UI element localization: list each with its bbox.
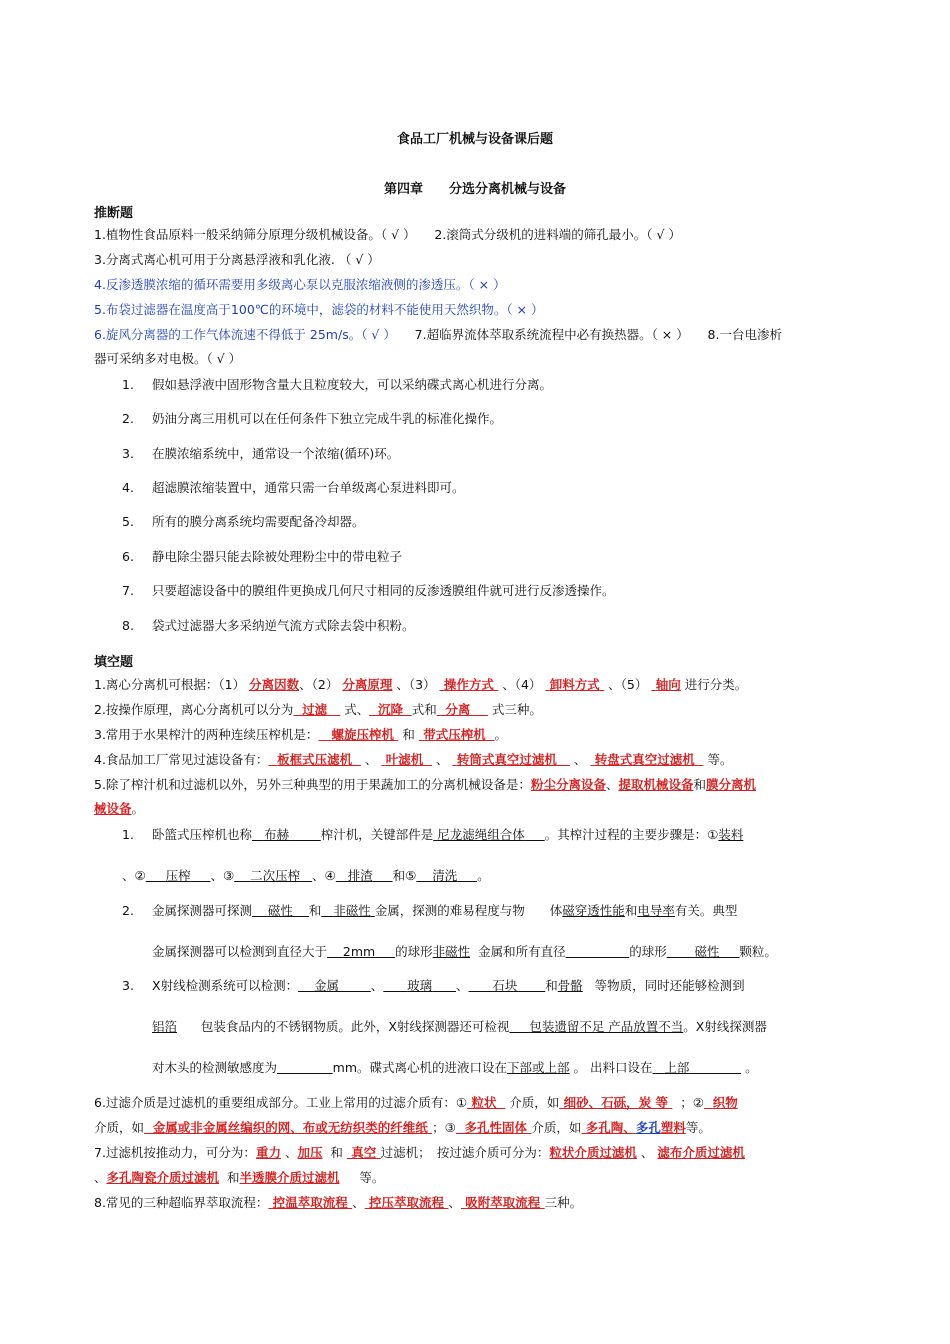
fill-line-7: 7.过滤机按推动力，可分为：重力 、加压 和 真空 过滤机； 按过滤介质可分为：粒状介质过滤机 、 滤布介质过滤机	[94, 1145, 745, 1160]
section-judgement-heading: 推断题	[94, 206, 134, 221]
judge-line-3: 3.分离式离心机可用于分离悬浮液和乳化液. （ √ ）	[94, 252, 380, 267]
list-item: 6. 静电除尘器只能去除被处理粉尘中的带电粒子	[122, 549, 403, 564]
list-item: 3. 在膜浓缩系统中，通常设一个浓缩(循环)环。	[122, 446, 400, 461]
judge-line-8-cont: 器可采纳多对电极。（ √ ）	[94, 351, 242, 366]
fill-sub-item-1: 1. 卧篮式压榨机也称 布赫 榨汁机，关键部件是 尼龙滤绳组合体 。其榨汁过程的主要步骤是：①装料	[122, 827, 744, 842]
list-item: 2. 奶油分离三用机可以在任何条件下独立完成牛乳的标准化操作。	[122, 411, 503, 426]
fill-line-7-cont: 、多孔陶瓷介质过滤机 和半透膜介质过滤机 等。	[94, 1170, 385, 1185]
fill-line-3: 3.常用于水果榨汁的两种连续压榨机是： 螺旋压榨机 和 带式压榨机 。	[94, 727, 507, 742]
fill-sub-item-3: 3. X射线检测系统可以检测： 金属 、 玻璃 、 石块 和骨骼 等物质，同时还能够检测到	[122, 978, 745, 993]
judge-line-1: 1.植物性食品原料一般采纳筛分原理分级机械设备。（ √ ） 2.滚筒式分级机的进料端的筛孔最小。（ √ ）	[94, 227, 681, 242]
fill-line-5: 5.除了榨汁机和过滤机以外，另外三种典型的用于果蔬加工的分离机械设备是：粉尘分离设备、提取机械设备和膜分离机	[94, 777, 757, 792]
fill-sub-item-2: 2. 金属探测器可探测 磁性 和 非磁性 金属，探测的难易程度与物 体磁穿透性能和电导率有关。典型	[122, 903, 738, 918]
fill-sub-item-3-cont-2: 对木头的检测敏感度为 mm。碟式离心机的进液口设在下部或上部 。 出料口设在 上部 。	[152, 1060, 758, 1075]
list-item: 7. 只要超滤设备中的膜组件更换成几何尺寸相同的反渗透膜组件就可进行反渗透操作。	[122, 583, 615, 598]
list-item: 4. 超滤膜浓缩装置中，通常只需一台单级离心泵进料即可。	[122, 480, 465, 495]
doc-title: 食品工厂机械与设备课后题	[396, 132, 553, 147]
judge-line-5: 5.布袋过滤器在温度高于100℃的环境中，滤袋的材料不能使用天然织物。（ × ）	[94, 302, 544, 317]
list-item: 5. 所有的膜分离系统均需要配备冷却器。	[122, 514, 365, 529]
fill-line-6-cont: 介质，如 金属或非金属丝编织的网、布或无纺织类的纤维纸 ；③ 多孔性固体 介质，如 多孔陶、多孔塑料等。	[94, 1120, 711, 1135]
list-item: 8. 袋式过滤器大多采纳逆气流方式除去袋中积粉。	[122, 618, 415, 633]
fill-line-1: 1.离心分离机可根据：（1） 分离因数、（2） 分离原理 、（3） 操作方式 、（4） 卸料方式 、（5） 轴向 进行分类。	[94, 677, 748, 692]
section-fill-heading: 填空题	[94, 655, 134, 670]
fill-line-5-cont: 械设备。	[94, 801, 145, 816]
fill-line-6: 6.过滤介质是过滤机的重要组成部分。工业上常用的过滤介质有：① 粒状 介质，如 细砂、石砾，炭 等 ；② 织物	[94, 1095, 738, 1110]
chapter-title: 第四章 分选分离机械与设备	[383, 182, 566, 197]
fill-sub-item-2-cont: 金属探测器可以检测到直径大于 2mm 的球形非磁性 金属和所有直径 的球形 磁性 颗粒。	[152, 944, 777, 959]
fill-sub-item-3-cont-1: 铝箔 包装食品内的不锈钢物质。此外，X射线探测器还可检视 包装遗留不足 产品放置不当。X射线探测器	[152, 1019, 767, 1034]
judge-line-4: 4.反渗透膜浓缩的循环需要用多级离心泵以克服浓缩液侧的渗透压。（ × ）	[94, 277, 506, 292]
fill-line-4: 4.食品加工厂常见过滤设备有： 板框式压滤机 、 叶滤机 、 转筒式真空过滤机 、 转盘式真空过滤机 等。	[94, 752, 733, 767]
list-item: 1. 假如悬浮液中固形物含量大且粒度较大，可以采纳碟式离心机进行分离。	[122, 377, 553, 392]
judge-line-6: 6.旋风分离器的工作气体流速不得低于 25m/s。（ √ ） 7.超临界流体萃取系统流程中必有换热器。（ × ） 8.一台电渗析	[94, 327, 782, 342]
fill-line-8: 8.常见的三种超临界萃取流程： 控温萃取流程 、 控压萃取流程 、 吸附萃取流程 三种。	[94, 1195, 583, 1210]
fill-sub-item-1-cont: 、② 压榨 、③ 二次压榨 、④ 排渣 和⑤ 清洗 。	[122, 868, 490, 883]
fill-line-2: 2.按操作原理，离心分离机可以分为 过滤 式、 沉降 式和 分离 式三种。	[94, 702, 542, 717]
